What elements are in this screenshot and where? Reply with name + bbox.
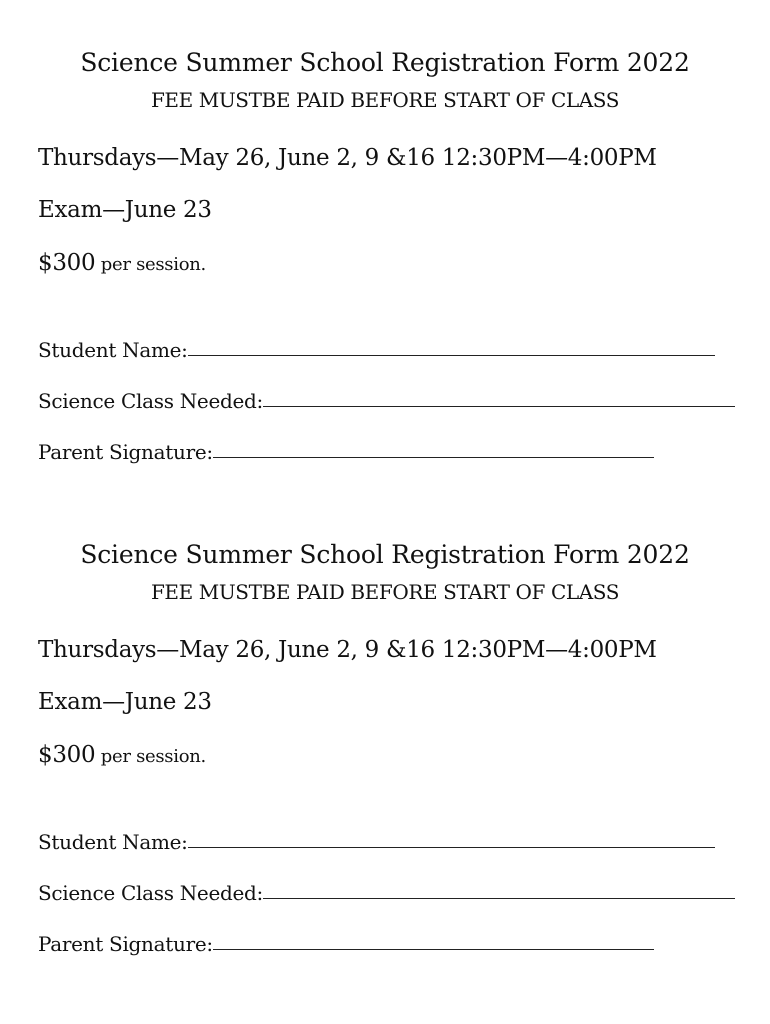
class-schedule: Thursdays—May 26, June 2, 9 &16 12:30PM—4:00PM [38, 637, 657, 663]
form-title: Science Summer School Registration Form 2022 [80, 540, 690, 569]
exam-date: Exam—June 23 [38, 689, 212, 715]
student-name-blank[interactable] [188, 846, 715, 848]
parent-signature-blank[interactable] [213, 948, 654, 950]
fee-unit: per session. [95, 254, 206, 275]
exam-date: Exam—June 23 [38, 197, 212, 223]
student-name-field[interactable] [38, 830, 715, 854]
fee-line [38, 250, 206, 276]
parent-signature-label: Parent Signature: [38, 440, 213, 464]
class-schedule: Thursdays—May 26, June 2, 9 &16 12:30PM—4:00PM [38, 145, 657, 171]
parent-signature-field[interactable] [38, 932, 654, 956]
fee-unit: per session. [95, 746, 206, 767]
student-name-label: Student Name: [38, 338, 188, 362]
science-class-field[interactable] [38, 389, 735, 413]
parent-signature-blank[interactable] [213, 456, 654, 458]
fee-notice: FEE MUSTBE PAID BEFORE START OF CLASS [150, 580, 620, 604]
science-class-field[interactable] [38, 881, 735, 905]
form-title: Science Summer School Registration Form 2022 [80, 48, 690, 77]
science-class-blank[interactable] [263, 897, 735, 899]
student-name-blank[interactable] [188, 354, 715, 356]
science-class-label: Science Class Needed: [38, 389, 263, 413]
fee-amount: $300 [38, 742, 96, 768]
student-name-field[interactable] [38, 338, 715, 362]
fee-line [38, 742, 206, 768]
registration-form-2 [0, 492, 770, 972]
student-name-label: Student Name: [38, 830, 188, 854]
fee-amount: $300 [38, 250, 96, 276]
registration-form-1 [0, 0, 770, 480]
fee-notice: FEE MUSTBE PAID BEFORE START OF CLASS [150, 88, 620, 112]
parent-signature-field[interactable] [38, 440, 654, 464]
science-class-label: Science Class Needed: [38, 881, 263, 905]
parent-signature-label: Parent Signature: [38, 932, 213, 956]
science-class-blank[interactable] [263, 405, 735, 407]
